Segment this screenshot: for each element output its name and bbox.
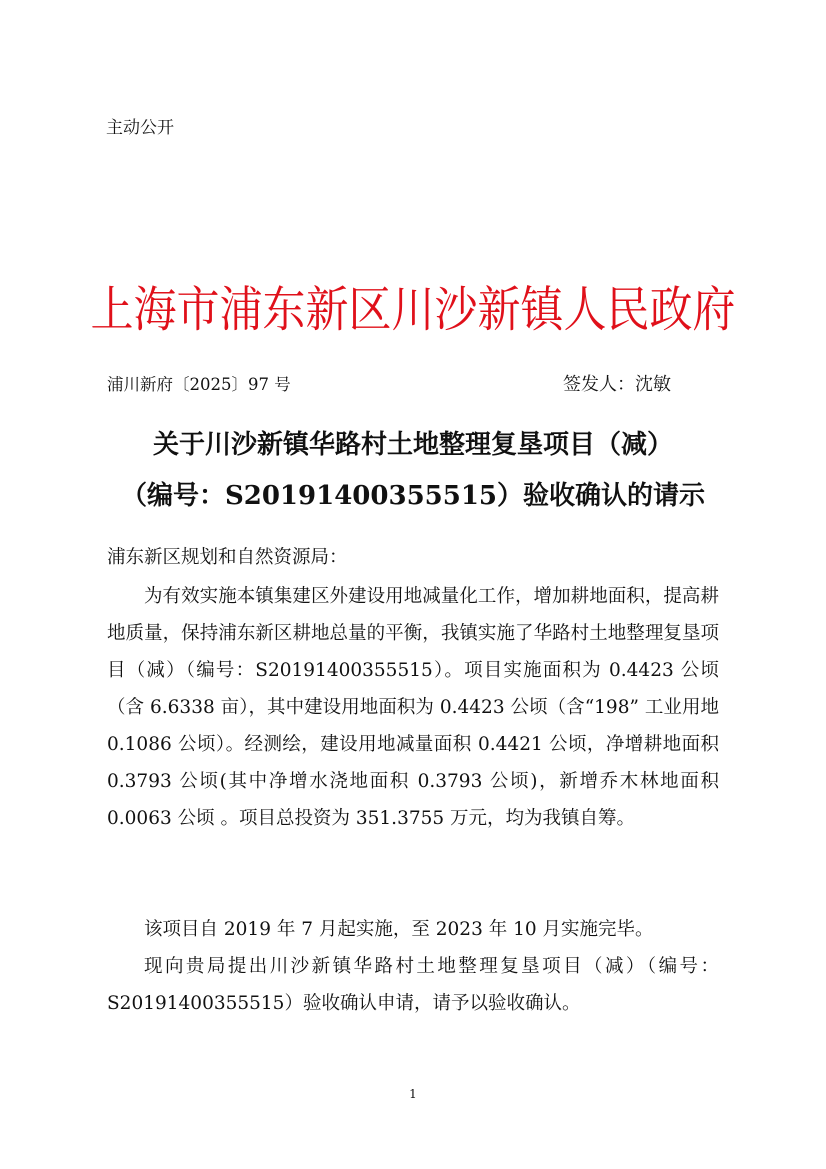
document-number: 浦川新府〔2025〕97 号: [107, 375, 291, 394]
body-paragraph-3: 现向贵局提出川沙新镇华路村土地整理复垦项目（减）（编号：S20191400355515）验收确认申请，请予以验收确认。: [107, 956, 719, 1014]
body-paragraph-2: 该项目自 2019 年 7 月起实施，至 2023 年 10 月实施完毕。: [144, 919, 654, 940]
signer: 签发人：沈敏: [563, 374, 671, 395]
document-title-line-2: （编号：S20191400355515）验收确认的请示: [120, 481, 706, 511]
disclosure-label: 主动公开: [106, 118, 174, 138]
salutation: 浦东新区规划和自然资源局：: [107, 547, 348, 568]
body-paragraph-1: 为有效实施本镇集建区外建设用地减量化工作，增加耕地面积，提高耕地质量，保持浦东新区耕地总量的平衡，我镇实施了华路村土地整理复垦项目（减）（编号：S20191400355515）。项目实施面积为 0.4423 公顷（含 6.6338 亩），其中建设用地面积为 0.4423 公顷（含“198” 工业用地 0.1086 公顷）。经测绘，建设用地减量面积 0.4421 公顷，净增耕地面积 0.3793 公顷(其中净增水浇地面积 0.3793 公顷)，新增乔木林地面积 0.0063 公顷 。项目总投资为 351.3755 万元，均为我镇自筹。: [107, 586, 719, 829]
document-title-line-1: 关于川沙新镇华路村土地整理复垦项目（减）: [152, 430, 673, 460]
page-number: 1: [409, 1087, 417, 1101]
issuing-authority-masthead: 上海市浦东新区川沙新镇人民政府: [90, 282, 736, 339]
